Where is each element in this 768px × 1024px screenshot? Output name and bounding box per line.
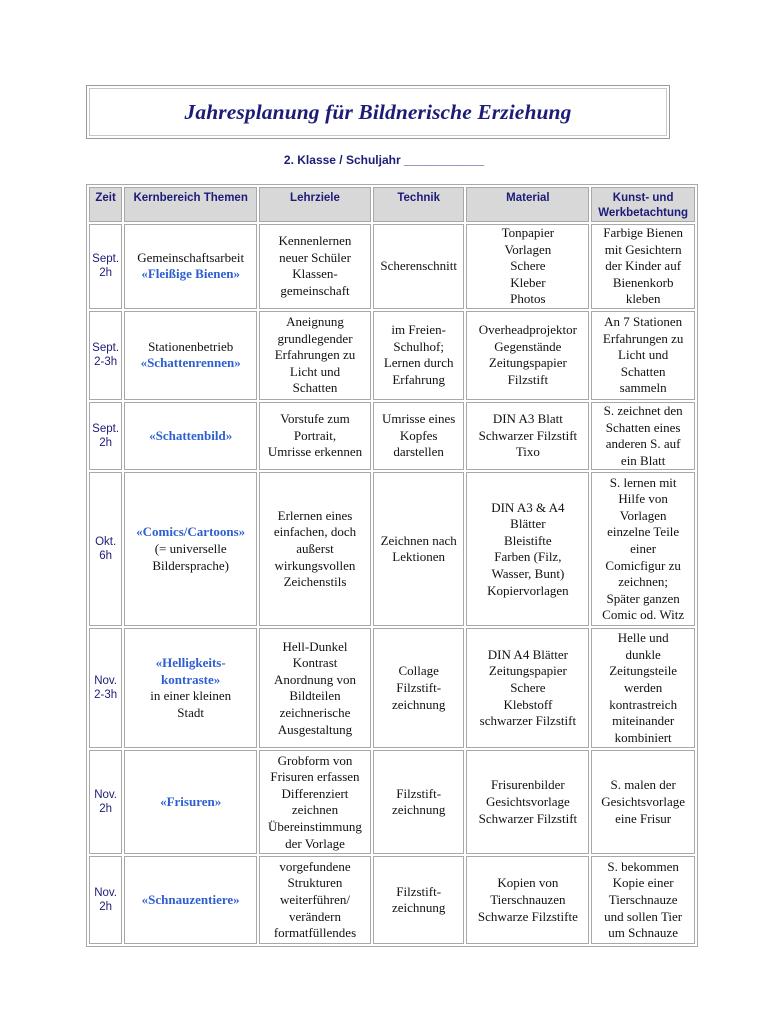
theme-title: «Comics/Cartoons»: [136, 524, 246, 540]
art-observation-cell-line: An 7 Stationen: [604, 313, 683, 329]
material-cell-line: Kleber: [510, 274, 546, 290]
document-subtitle: 2. Klasse / Schuljahr ____________: [283, 153, 485, 167]
art-observation-cell-line: S. lernen mit: [609, 474, 677, 490]
table-row: [89, 224, 695, 309]
art-observation-cell-line: kombiniert: [614, 729, 672, 745]
learning-goals-cell-line: der Vorlage: [285, 835, 345, 851]
art-observation-cell-line: Licht und: [618, 347, 669, 363]
art-observation-cell-line: Schatten eines: [605, 419, 681, 435]
art-observation-cell: [591, 628, 695, 748]
time-cell-line: 2h: [99, 437, 112, 450]
time-cell-line: 2-3h: [94, 689, 118, 702]
technique-cell-line: Umrisse eines: [382, 411, 456, 427]
learning-goals-cell-line: Grobform von: [277, 752, 353, 768]
material-cell: [466, 628, 589, 748]
learning-goals-cell-line: Erfahrungen zu: [274, 347, 356, 363]
learning-goals-cell: [259, 750, 371, 854]
art-observation-cell-line: miteinander: [612, 713, 675, 729]
learning-goals-cell-line: Übereinstimmung: [268, 818, 362, 834]
learning-goals-cell: [259, 224, 371, 309]
technique-cell: [373, 628, 465, 748]
header-lehrziele: Lehrziele: [259, 187, 371, 222]
art-observation-cell-line: einzelne Teile: [607, 524, 680, 540]
art-observation-cell-line: Comicfigur zu: [605, 557, 681, 573]
learning-goals-cell-line: Vorstufe zum: [280, 411, 350, 427]
art-observation-cell: [591, 311, 695, 400]
theme-line: Bildersprache): [152, 557, 229, 573]
art-observation-cell-line: Zeitungsteile: [609, 663, 678, 679]
material-cell-line: Overheadprojektor: [478, 322, 577, 338]
time-cell-line: Nov.: [94, 789, 117, 802]
technique-cell-line: Lektionen: [392, 549, 446, 565]
technique-cell-line: zeichnung: [391, 802, 446, 818]
theme-title: «Frisuren»: [160, 794, 222, 810]
learning-goals-cell-line: Ausgestaltung: [277, 721, 353, 737]
art-observation-cell-line: der Kinder auf: [605, 258, 682, 274]
material-cell-line: Tixo: [515, 444, 540, 460]
art-observation-cell-line: Erfahrungen zu: [602, 330, 684, 346]
learning-goals-cell: [259, 472, 371, 626]
header-zeit: Zeit: [89, 187, 122, 222]
time-cell-line: 2h: [99, 901, 112, 914]
time-cell: [89, 311, 122, 400]
art-observation-cell-line: ein Blatt: [620, 452, 666, 468]
material-cell-line: Zeitungspapier: [488, 355, 567, 371]
learning-goals-cell-line: grundlegender: [277, 330, 353, 346]
art-observation-cell-line: Bienenkorb: [612, 274, 674, 290]
material-cell-line: Schwarzer Filzstift: [478, 427, 578, 443]
time-cell-line: 6h: [99, 550, 112, 563]
time-cell-line: Nov.: [94, 675, 117, 688]
time-cell: [89, 628, 122, 748]
material-cell-line: schwarzer Filzstift: [479, 713, 577, 729]
document-title: Jahresplanung für Bildnerische Erziehung: [184, 99, 572, 124]
header-technik: Technik: [373, 187, 465, 222]
theme-line: Stationenbetrieb: [148, 338, 234, 354]
material-cell-line: Schwarze Filzstifte: [477, 908, 578, 924]
material-cell-line: Wasser, Bunt): [491, 565, 565, 581]
material-cell-line: Tierschnauzen: [490, 892, 566, 908]
art-observation-cell: [591, 224, 695, 309]
title-box: [86, 85, 670, 139]
time-cell: [89, 224, 122, 309]
table-row: [89, 472, 695, 626]
material-cell-line: Bleistifte: [504, 532, 552, 548]
time-cell-line: 2h: [99, 803, 112, 816]
material-cell-line: Vorlagen: [504, 241, 552, 257]
learning-goals-cell-line: Kontrast: [292, 655, 338, 671]
learning-goals-cell-line: Erlernen eines: [277, 507, 353, 523]
art-observation-cell-line: werden: [624, 680, 663, 696]
art-observation-cell-line: Comic od. Witz: [602, 607, 685, 623]
material-cell-line: Zeitungspapier: [488, 663, 567, 679]
technique-cell-line: Kopfes: [399, 427, 438, 443]
time-cell: [89, 856, 122, 944]
material-cell-line: Frisurenbilder: [491, 777, 565, 793]
material-cell-line: Filzstift: [507, 372, 549, 388]
technique-cell-line: Erfahrung: [392, 372, 446, 388]
header-kunst: Kunst- und Werkbetachtung: [591, 187, 695, 222]
material-cell-line: Photos: [510, 291, 546, 307]
time-cell: [89, 402, 122, 470]
theme-cell: [124, 856, 257, 944]
material-cell-line: Farben (Filz,: [494, 549, 562, 565]
material-cell-line: Kopien von: [497, 875, 559, 891]
art-observation-cell-line: kleben: [625, 291, 661, 307]
art-observation-cell-line: um Schnauze: [608, 925, 678, 941]
technique-cell-line: Lernen durch: [383, 355, 454, 371]
technique-cell: [373, 472, 465, 626]
learning-goals-cell-line: verändern: [289, 908, 341, 924]
technique-cell-line: im Freien-: [391, 322, 446, 338]
art-observation-cell-line: Hilfe von: [618, 491, 668, 507]
material-cell: [466, 311, 589, 400]
learning-goals-cell-line: Licht und: [289, 363, 341, 379]
material-cell-line: Klebstoff: [503, 696, 553, 712]
technique-cell-line: Collage: [398, 663, 439, 679]
art-observation-cell-line: S. malen der: [610, 777, 676, 793]
learning-goals-cell-line: Umrisse erkennen: [267, 444, 363, 460]
time-cell: [89, 750, 122, 854]
theme-cell: [124, 750, 257, 854]
learning-goals-cell-line: zeichnen: [291, 802, 339, 818]
table-row: [89, 750, 695, 854]
art-observation-cell: [591, 472, 695, 626]
technique-cell-line: zeichnung: [391, 696, 446, 712]
learning-goals-cell-line: neuer Schüler: [279, 249, 351, 265]
art-observation-cell: [591, 856, 695, 944]
time-cell-line: Okt.: [95, 536, 117, 549]
art-observation-cell-line: mit Gesichtern: [604, 241, 682, 257]
learning-goals-cell-line: Hell-Dunkel: [282, 638, 348, 654]
time-cell-line: Nov.: [94, 887, 117, 900]
art-observation-cell-line: einer: [630, 541, 657, 557]
table-row: [89, 311, 695, 400]
learning-goals-cell-line: Kennenlernen: [278, 233, 352, 249]
time-cell-line: 2h: [99, 267, 112, 280]
material-cell: [466, 472, 589, 626]
learning-goals-cell-line: Klassen-: [292, 266, 338, 282]
learning-goals-cell-line: Frisuren erfassen: [270, 769, 360, 785]
art-observation-cell-line: S. bekommen: [607, 858, 679, 874]
learning-goals-cell: [259, 628, 371, 748]
material-cell-line: Schere: [510, 680, 546, 696]
learning-goals-cell-line: gemeinschaft: [280, 283, 350, 299]
material-cell-line: DIN A3 & A4: [491, 499, 565, 515]
material-cell: [466, 402, 589, 470]
theme-line: Gemeinschaftsarbeit: [137, 249, 245, 265]
theme-cell: [124, 311, 257, 400]
art-observation-cell-line: Farbige Bienen: [603, 225, 684, 240]
material-cell: [466, 224, 589, 309]
material-cell-line: DIN A4 Blätter: [487, 646, 568, 662]
art-observation-cell-line: und sollen Tier: [604, 908, 683, 924]
time-cell-line: Sept.: [92, 423, 120, 436]
learning-goals-cell-line: Aneignung: [286, 313, 344, 329]
art-observation-cell-line: Später ganzen: [606, 590, 680, 606]
technique-cell: [373, 224, 465, 309]
art-observation-cell-line: eine Frisur: [615, 810, 672, 826]
material-cell-line: DIN A3 Blatt: [492, 411, 563, 427]
learning-goals-cell-line: außerst: [296, 541, 334, 557]
learning-goals-cell-line: weiterführen/: [279, 892, 350, 908]
technique-cell: [373, 856, 465, 944]
technique-cell-line: Zeichnen nach: [380, 532, 457, 548]
art-observation-cell-line: sammeln: [619, 380, 667, 396]
header-kernbereich: Kernbereich Themen: [124, 187, 257, 222]
learning-goals-cell-line: wirkungsvollen: [274, 557, 356, 573]
time-cell-line: Sept.: [92, 253, 120, 266]
year-plan-table: [86, 184, 698, 947]
learning-goals-cell-line: formatfüllendes: [273, 925, 357, 941]
material-cell-line: Tonpapier: [501, 225, 555, 240]
learning-goals-cell-line: Portrait,: [293, 427, 337, 443]
art-observation-cell-line: Gesichtsvorlage: [601, 794, 686, 810]
material-cell: [466, 856, 589, 944]
learning-goals-cell-line: einfachen, doch: [273, 524, 357, 540]
art-observation-cell: [591, 402, 695, 470]
technique-cell-line: Scherenschnitt: [380, 258, 457, 274]
material-cell-line: Gegenstände: [494, 338, 562, 354]
art-observation-cell-line: Kopie einer: [612, 875, 674, 891]
theme-line: in einer kleinen: [150, 688, 232, 704]
art-observation-cell-line: kontrastreich: [609, 696, 678, 712]
time-cell: [89, 472, 122, 626]
technique-cell-line: darstellen: [393, 444, 444, 460]
technique-cell-line: Filzstift-: [396, 785, 442, 801]
learning-goals-cell: [259, 311, 371, 400]
art-observation-cell-line: dunkle: [625, 646, 661, 662]
art-observation-cell-line: zeichnen;: [618, 574, 669, 590]
learning-goals-cell: [259, 856, 371, 944]
table-row: [89, 856, 695, 944]
theme-line: Stadt: [177, 704, 205, 720]
theme-title: «Schnauzentiere»: [141, 892, 240, 908]
material-cell-line: Blätter: [510, 516, 546, 532]
material-cell-line: Gesichtsvorlage: [485, 794, 570, 810]
theme-title: «Schattenrennen»: [140, 355, 241, 371]
art-observation-cell-line: Tierschnauze: [608, 892, 678, 908]
material-cell-line: Kopiervorlagen: [487, 582, 569, 598]
theme-cell: [124, 628, 257, 748]
theme-title: «Fleißige Bienen»: [141, 266, 240, 282]
theme-title: «Schattenbild»: [149, 427, 233, 443]
theme-cell: [124, 402, 257, 470]
theme-cell: [124, 472, 257, 626]
art-observation-cell-line: Schatten: [620, 363, 666, 379]
material-cell-line: Schwarzer Filzstift: [478, 810, 578, 826]
theme-title: «Helligkeits- kontraste»: [155, 655, 226, 687]
art-observation-cell: [591, 750, 695, 854]
learning-goals-cell-line: Bildteilen: [289, 688, 341, 704]
table-row: [89, 402, 695, 470]
technique-cell: [373, 311, 465, 400]
technique-cell-line: zeichnung: [391, 900, 446, 916]
theme-line: (= universelle: [154, 541, 227, 557]
technique-cell: [373, 402, 465, 470]
learning-goals-cell-line: Strukturen: [287, 875, 343, 891]
theme-cell: [124, 224, 257, 309]
technique-cell-line: Filzstift-: [396, 680, 442, 696]
learning-goals-cell: [259, 402, 371, 470]
art-observation-cell-line: S. zeichnet den: [603, 402, 683, 418]
material-cell: [466, 750, 589, 854]
table-row: [89, 628, 695, 748]
technique-cell: [373, 750, 465, 854]
art-observation-cell-line: Vorlagen: [619, 507, 667, 523]
material-cell-line: Schere: [510, 258, 546, 274]
table-header-row: [89, 187, 695, 222]
learning-goals-cell-line: Zeichenstils: [283, 574, 347, 590]
learning-goals-cell-line: Differenziert: [281, 785, 349, 801]
header-material: Material: [466, 187, 589, 222]
art-observation-cell-line: Helle und: [617, 630, 669, 646]
technique-cell-line: Schulhof;: [393, 338, 444, 354]
art-observation-cell-line: anderen S. auf: [605, 436, 681, 452]
learning-goals-cell-line: vorgefundene: [279, 858, 351, 874]
learning-goals-cell-line: Schatten: [292, 380, 338, 396]
learning-goals-cell-line: Anordnung von: [274, 671, 356, 687]
time-cell-line: 2-3h: [94, 356, 118, 369]
learning-goals-cell-line: zeichnerische: [279, 704, 351, 720]
technique-cell-line: Filzstift-: [396, 883, 442, 899]
time-cell-line: Sept.: [92, 342, 120, 355]
